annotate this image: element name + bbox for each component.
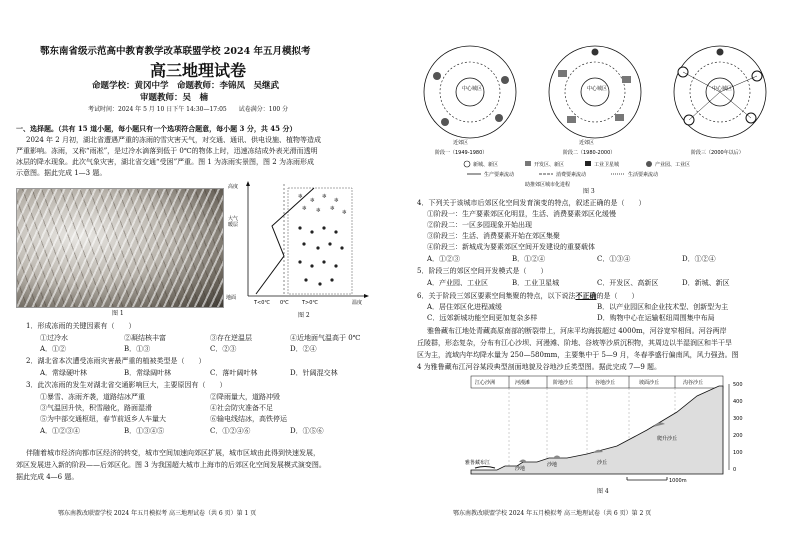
passage-line: 雅鲁藏布江地处青藏高原南部的断裂带上，河床平均海拔超过 4000m，河谷宽窄相间。河谷两岸 — [427, 327, 727, 335]
q2-choice-a[interactable]: A．常绿硬叶林 — [40, 369, 88, 377]
q1-choice-d[interactable]: D．②④ — [290, 345, 317, 353]
stage-1-diagram — [424, 46, 516, 146]
q3-choice-d[interactable]: D．①⑤⑥ — [290, 427, 324, 435]
page-footer-left: 鄂东南教改联盟学校 2024 年五月模拟考 高三地理试卷（共 6 页）第 1 页 — [58, 510, 257, 517]
q4-option: ④阶段三：新城成为要素郊区空间开发建设的重要载体 — [427, 243, 595, 251]
exam-header-title: 鄂东南省级示范高中教育教学改革联盟学校 2024 年五月模拟考 — [40, 46, 311, 57]
q5-choice-a[interactable]: A．产业园、工业区 — [427, 279, 489, 287]
dune-type-label: 阶地沙丘 — [553, 380, 574, 386]
center-label: 中心城区 — [462, 86, 483, 92]
svg-text:❄: ❄ — [322, 193, 328, 200]
stage-2-diagram — [549, 46, 641, 146]
intro-line: 严重影响。冻雨，又称“雨凇”，是过冷水滴落到低于 0℃的物体上时，迅速冻结成外表光滑而透明 — [16, 147, 318, 155]
subject-title: 高三地理试卷 — [150, 61, 247, 80]
q6-choice-b[interactable]: B．以产业园区和企业技术型、创新型为主 — [597, 303, 729, 311]
svg-text:❄: ❄ — [334, 197, 340, 204]
passage-line: 据此完成 4—6 题。 — [16, 473, 79, 481]
label-t-above: T>0℃ — [302, 300, 319, 306]
q1-choice-a[interactable]: A．①② — [40, 345, 67, 353]
legend-item: 产业园、工业区 — [655, 162, 691, 168]
q6-choice-a[interactable]: A．居住郊区化进程减缓 — [427, 303, 503, 311]
freezing-rain-diagram — [226, 176, 376, 312]
svg-text:❄: ❄ — [316, 207, 322, 214]
y-tick-label: 200 — [733, 433, 743, 439]
q3-option: ②降雨量大，道路冲毁 — [210, 393, 280, 401]
label-ground: 地面 — [226, 295, 237, 301]
q4-choice-a[interactable]: A．①②③ — [427, 255, 461, 263]
dune-type-label: 坡面沙丘 — [639, 380, 660, 386]
stage-3-diagram — [674, 46, 766, 138]
center-label: 中心城区 — [587, 86, 608, 92]
label-t-below: T<0℃ — [254, 300, 271, 306]
question-5-stem: 5．阶段三的郊区空间开发模式是（ ） — [417, 267, 548, 275]
setters-line: 命题学校：黄冈中学 命题教师：李锦凤 吴继武 — [92, 81, 280, 91]
q3-choice-c[interactable]: C．①②④⑥ — [210, 427, 251, 435]
svg-text:❄: ❄ — [302, 205, 308, 212]
q5-choice-d[interactable]: D．新城、新区 — [682, 279, 730, 287]
svg-text:❄: ❄ — [310, 197, 316, 204]
dune-type-label: 河漫滩 — [515, 380, 531, 386]
y-tick-label: 0 — [733, 467, 737, 473]
q2-choice-d[interactable]: D．针阔混交林 — [290, 369, 338, 377]
feature-label: 沙地 — [547, 462, 558, 468]
question-1-stem: 1．形成冻雨的关键因素有（ ） — [26, 322, 136, 330]
q4-option: ①阶段一：生产要素郊区化明显，生活、消费要素郊区化缓慢 — [427, 210, 616, 218]
q4-choice-c[interactable]: C．①③④ — [597, 255, 631, 263]
q4-option: ③阶段三：生活、消费要素开始在郊区集聚 — [427, 232, 560, 240]
q1-option: ④近地面气温高于 0℃ — [290, 334, 361, 342]
q3-option: ⑤为中部交通枢纽，春节前返乡人车量大 — [40, 415, 166, 423]
right-page — [397, 0, 794, 550]
passage-line: 丘陵群，形态复杂，分布有江心沙坝、河漫滩、阶地、谷坡等沙质沉积物，其周边以半湿润区和半干旱 — [417, 339, 732, 347]
q6-choice-c[interactable]: C．远郊新城功能空间更加复杂多样 — [427, 314, 538, 322]
legend-item: 新城、新区 — [473, 162, 499, 168]
legend-item: 生产要素流动 — [484, 172, 515, 178]
dune-type-label: 江心沙洲 — [475, 380, 496, 386]
legend-item: 消费要素流动 — [556, 172, 587, 178]
legend-item: 开发区、新区 — [534, 162, 565, 168]
feature-label: 沙丘 — [597, 460, 608, 466]
q3-option: ④社会防灾准备不足 — [210, 404, 273, 412]
question-6-stem: 6．关于阶段三郊区要素空间集聚的特点，以下说法不正确的是（ ） — [417, 291, 639, 300]
intro-line: 冰层的降水现象。此次气象灾害，湖北省交通“受困”严重。图 1 为冻雨实景图，图 2 为冻雨形成 — [16, 158, 314, 166]
y-tick-label: 300 — [733, 416, 743, 422]
q4-choice-b[interactable]: B．①②④ — [512, 255, 546, 263]
q3-option: ①暴雪、冻雨齐袭，道路结冰严重 — [40, 393, 145, 401]
passage-line: 区为主，流域内年均降水量为 250—580mm，主要集中于 5—9 月，冬春季盛行偏南风，风力强劲。图 — [417, 351, 739, 359]
stage-1-caption: 阶段一（1949-1980） — [435, 150, 488, 156]
figure-2-caption: 图 2 — [298, 312, 310, 319]
suburbanization-diagram — [415, 40, 785, 190]
svg-text:❄: ❄ — [298, 193, 304, 200]
q1-choice-b[interactable]: B．①③ — [124, 345, 151, 353]
intro-line: 2024 年 2 月初，湖北省遭遇严重的冻雨的雪灾害天气，对交通、通讯、供电设施、植物等造成 — [26, 136, 321, 144]
q2-choice-c[interactable]: C．落叶阔叶林 — [210, 369, 258, 377]
question-4-stem: 4．下列关于该城市后郊区化空间发育演变的特点，叙述正确的是（ ） — [417, 199, 646, 207]
q4-option: ②阶段二：一区多园现象开始出现 — [427, 221, 532, 229]
q2-choice-b[interactable]: B．常绿阔叶林 — [124, 369, 172, 377]
legend-item: 生活要素流动 — [628, 172, 659, 178]
scale-label: 1000m — [669, 478, 687, 484]
legend-item: 助推郊区城市化进程 — [525, 182, 571, 188]
figure-1-caption: 图 1 — [112, 310, 124, 317]
q3-choice-b[interactable]: B．①③④⑤ — [124, 427, 165, 435]
section-heading: 一、选择题。（共有 15 道小题，每小题只有一个选项符合题意，每小题 3 分，共 45 分） — [16, 124, 297, 133]
freezing-rain-photo — [16, 188, 224, 308]
legend-item: 工业卫星城 — [594, 162, 620, 168]
reviewer-line: 审题教师：吴 楠 — [140, 93, 209, 103]
svg-text:❄: ❄ — [342, 209, 348, 216]
center-label: 中心城区 — [712, 86, 733, 92]
stage-2-caption: 阶段二（1980-2000） — [563, 150, 616, 156]
q1-option: ③存在逆温层 — [210, 334, 252, 342]
axis-label-temperature: 温度 — [352, 300, 363, 306]
dune-type-label: 沟谷沙丘 — [683, 380, 704, 386]
q3-option: ③气温回升快，积雪融化，路面湿滑 — [40, 404, 152, 412]
label-warm-layer: 大气 — [228, 216, 239, 222]
y-tick-label: 500 — [733, 382, 743, 388]
stage-3-caption: 阶段三（2000年以后） — [691, 150, 744, 156]
q1-choice-c[interactable]: C．②③ — [210, 345, 237, 353]
feature-label: 爬升沙丘 — [657, 436, 678, 442]
q1-option: ①过冷水 — [40, 334, 68, 342]
valley-profile-diagram — [457, 374, 757, 486]
figure-3-caption: 图 3 — [583, 188, 595, 195]
page-footer-right: 鄂东南教改联盟学校 2024 年五月模拟考 高三地理试卷（共 6 页）第 2 页 — [453, 510, 652, 517]
exam-info: 考试时间：2024 年 5 月 10 日下午 14:30—17:05 试卷满分：100 分 — [88, 106, 289, 113]
suburb-label: 近郊区 — [453, 140, 469, 146]
y-tick-label: 100 — [733, 450, 743, 456]
river-label: 雅鲁藏布江 — [465, 460, 491, 466]
q1-option: ②凝结核丰富 — [124, 334, 166, 342]
label-warm-layer-2: 暖层 — [228, 222, 239, 228]
suburb-label: 近郊区 — [579, 140, 595, 146]
q3-option: ⑥输电线结冰，高铁停运 — [210, 415, 287, 423]
q6-choice-d[interactable]: D．购物中心在运输枢纽周围集中布局 — [597, 314, 715, 322]
intro-line: 示意图。据此完成 1—3 题。 — [16, 169, 107, 177]
axis-label-height: 高度 — [228, 184, 239, 190]
q4-choice-d[interactable]: D．①②④ — [682, 255, 716, 263]
q5-choice-c[interactable]: C．开发区、高新区 — [597, 279, 659, 287]
y-tick-label: 400 — [733, 399, 743, 405]
passage-line: 郊区发展进入新的阶段——后郊区化。图 3 为我国超大城市上海市的后郊区化空间发展模式演变图。 — [16, 461, 326, 469]
label-zero: 0℃ — [280, 300, 289, 306]
feature-label: 沙地 — [515, 466, 526, 472]
svg-text:❄: ❄ — [330, 205, 336, 212]
question-2-stem: 2．湖北省本次遭受冻雨灾害最严重的植被类型是（ ） — [26, 357, 206, 365]
figure-4-caption: 图 4 — [597, 488, 609, 495]
question-3-stem: 3．此次冻雨的发生对湖北省交通影响巨大，主要原因有（ ） — [26, 381, 227, 389]
dune-type-label: 谷地沙丘 — [595, 380, 616, 386]
q5-choice-b[interactable]: B．工业卫星城 — [512, 279, 560, 287]
passage-line: 伴随着城市经济向都市区经济的转变，城市空间加速向郊区扩展，城市区域由此得到快速发展， — [26, 449, 320, 457]
q3-choice-a[interactable]: A．①②③④ — [40, 427, 81, 435]
passage-line: 4 为雅鲁藏布江河谷某段典型剖面地貌及谷地沙丘类型图。据此完成 7—9 题。 — [417, 363, 662, 371]
